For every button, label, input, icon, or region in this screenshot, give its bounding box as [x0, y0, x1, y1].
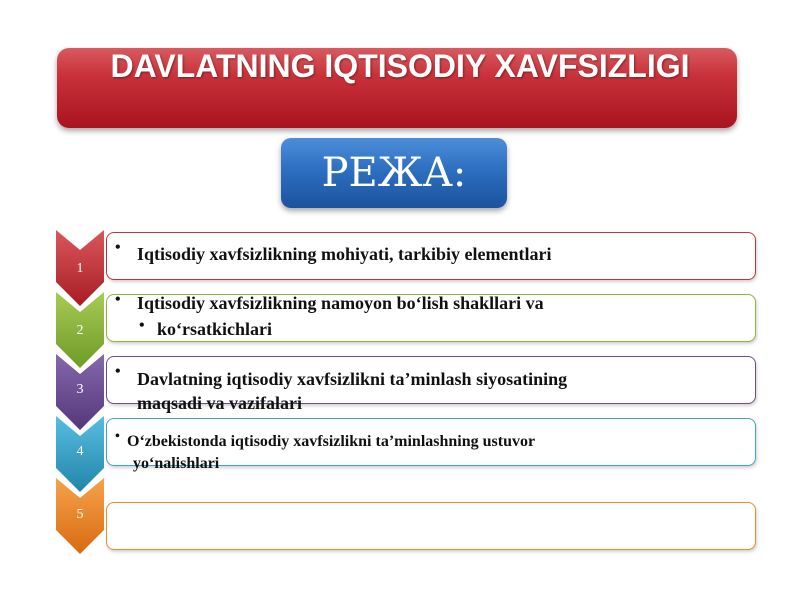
item-box: • Iqtisodiy xavfsizlikning mohiyati, tarkibiy elementlari: [106, 232, 756, 280]
item-number: 2: [76, 323, 84, 338]
item-text: ko‘rsatkichlari: [157, 319, 272, 339]
item-text: maqsadi va vazifalari: [137, 393, 302, 413]
item-text: Iqtisodiy xavfsizlikning namoyon bo‘lish shakllari va: [137, 293, 544, 313]
item-text: O‘zbekistonda iqtisodiy xavfsizlikni ta’minlashning ustuvor: [127, 433, 536, 450]
item-number: 3: [76, 382, 84, 397]
item-text: Iqtisodiy xavfsizlikning mohiyati, tarkibiy elementlari: [137, 244, 552, 264]
item-number: 4: [76, 444, 84, 459]
plan-label: РЕЖА:: [321, 150, 467, 196]
item-box: • Iqtisodiy xavfsizlikning namoyon bo‘lish shakllari va • ko‘rsatkichlari: [106, 294, 756, 342]
item-text: yo‘nalishlari: [133, 455, 220, 472]
item-box: • Davlatning iqtisodiy xavfsizlikni ta’minlash siyosatining maqsadi va vazifalari: [106, 356, 756, 404]
item-box: [106, 502, 756, 550]
plan-box: [281, 138, 507, 208]
page-title: DAVLATNING IQTISODIY XAVFSIZLIGI: [110, 48, 690, 84]
item-number: 5: [76, 507, 84, 522]
list-item: [56, 478, 760, 554]
item-box: • O‘zbekistonda iqtisodiy xavfsizlikni ta’minlashning ustuvor yo‘nalishlari: [106, 418, 756, 466]
item-text: Davlatning iqtisodiy xavfsizlikni ta’minlash siyosatining: [137, 369, 568, 389]
item-number: 1: [76, 261, 84, 276]
